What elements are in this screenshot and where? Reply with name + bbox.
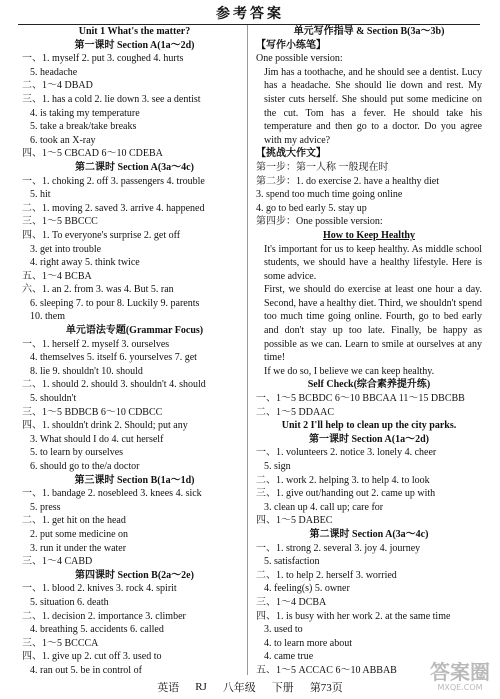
answer-line: 5. press bbox=[30, 501, 61, 513]
answer-line: 一、1～5 BCBDC 6～10 BBCAA 11～15 DBCBB bbox=[256, 393, 465, 405]
answer-line: One possible version: bbox=[256, 53, 343, 65]
answer-line: 二、1. work 2. helping 3. to help 4. to look bbox=[256, 474, 430, 486]
answer-line: 五、1～5 ACCAC 6～10 ABBAB bbox=[256, 664, 397, 673]
answer-line: 2. put some medicine on bbox=[30, 528, 129, 540]
answer-line: 6. should go to the/a doctor bbox=[30, 461, 140, 472]
answer-line: 【挑战大作文】 bbox=[256, 148, 326, 160]
answer-line: 第一课时 Section A(1a～2d) bbox=[309, 433, 429, 445]
answer-line: It's important for us to keep healthy. As middle school students, we should have a healthy lifestyle. Here is some advice. bbox=[264, 243, 482, 282]
answer-line: 三、1. has a cold 2. lie down 3. see a dentist bbox=[22, 93, 201, 105]
answer-line: If we do so, I believe we can keep healthy. bbox=[264, 365, 435, 377]
answer-line: 3. clean up 4. call up; care for bbox=[264, 501, 384, 513]
answer-line: 三、1. give out/handing out 2. came up with bbox=[256, 488, 436, 500]
watermark-text: 答案圈 bbox=[430, 660, 490, 684]
answer-line: 4. ran out 5. be in control of bbox=[30, 664, 142, 673]
answer-line: 单元写作指导 & Section B(3a～3b) bbox=[293, 26, 445, 37]
answer-line: 5. to learn by ourselves bbox=[30, 447, 124, 459]
answer-line: 第二课时 Section A(3a～4c) bbox=[75, 161, 194, 173]
answer-line: 二、1. moving 2. saved 3. arrive 4. happened bbox=[22, 202, 205, 214]
answer-line: 3. get into trouble bbox=[30, 243, 102, 255]
footer-term: 下册 bbox=[271, 682, 294, 694]
answer-line: 三、1～5 BDBCB 6～10 CDBCC bbox=[22, 406, 163, 418]
answer-line: 三、1～5 BBCCC bbox=[22, 216, 98, 228]
left-column bbox=[22, 25, 247, 673]
answer-line: 10. them bbox=[30, 311, 65, 323]
answer-line: 4. go to bed early 5. stay up bbox=[256, 202, 367, 214]
answer-line: 3. used to bbox=[264, 624, 303, 636]
answer-line: 四、1. shouldn't drink 2. Should; put any bbox=[22, 420, 188, 432]
answer-line: 4. is taking my temperature bbox=[30, 107, 140, 119]
answer-line: 三、1～4 DCBA bbox=[256, 596, 327, 608]
watermark-url: MXQE.COM bbox=[437, 683, 483, 692]
answer-line: Self Check(综合素养提升练) bbox=[307, 379, 431, 391]
answer-line: 6. took an X-ray bbox=[30, 134, 96, 146]
footer-subject: 英语 bbox=[157, 682, 180, 694]
answer-line: 5. take a break/take breaks bbox=[30, 121, 137, 133]
answer-line: 【写作小练笔】 bbox=[256, 39, 326, 51]
watermark-logo bbox=[424, 657, 496, 697]
answer-line: 六、1. an 2. from 3. was 4. But 5. ran bbox=[22, 284, 174, 296]
answer-line: 5. situation 6. death bbox=[30, 596, 109, 608]
answer-line: 5. satisfaction bbox=[264, 556, 320, 568]
answer-line: 4. right away 5. think twice bbox=[30, 257, 140, 269]
answer-line: 二、1. decision 2. importance 3. climber bbox=[22, 610, 186, 622]
answer-line: 4. came true bbox=[264, 651, 314, 663]
page-header bbox=[0, 0, 500, 26]
answer-line: 四、1. is busy with her work 2. at the same time bbox=[256, 610, 451, 622]
answer-line: 第四步：One possible version: bbox=[256, 216, 383, 228]
answer-line: 一、1. choking 2. off 3. passengers 4. trouble bbox=[22, 175, 205, 187]
footer-page-number: 第73页 bbox=[309, 682, 343, 694]
answer-line: How to Keep Healthy bbox=[323, 229, 415, 241]
answer-line: 五、1～4 BCBA bbox=[22, 270, 92, 282]
answer-line: Unit 2 I'll help to clean up the city parks. bbox=[281, 420, 457, 432]
answer-line: Unit 1 What's the matter? bbox=[78, 26, 191, 37]
answer-line: 6. sleeping 7. to pour 8. Luckily 9. parents bbox=[30, 297, 200, 309]
answer-line: 第二步：1. do exercise 2. have a healthy diet bbox=[256, 175, 439, 187]
answer-line: 一、1. myself 2. put 3. coughed 4. hurts bbox=[22, 53, 184, 65]
answer-line: 第一步：第一人称 一般现在时 bbox=[256, 161, 389, 173]
answer-line: 5. shouldn't bbox=[30, 393, 77, 405]
answer-line: 二、1. to help 2. herself 3. worried bbox=[256, 569, 397, 581]
answer-line: 一、1. strong 2. several 3. joy 4. journey bbox=[256, 542, 421, 554]
answer-line: 第四课时 Section B(2a～2e) bbox=[75, 569, 194, 581]
answer-line: 四、1～5 CBCAD 6～10 CDEBA bbox=[22, 148, 163, 160]
answer-line: 第三课时 Section B(1a～1d) bbox=[74, 474, 195, 486]
answer-line: 8. lie 9. shouldn't 10. should bbox=[30, 365, 143, 377]
answer-line: 单元语法专题(Grammar Focus) bbox=[65, 325, 204, 337]
answer-line: 四、1～5 DABEC bbox=[256, 515, 333, 527]
answer-line: 4. to learn more about bbox=[264, 637, 353, 649]
answer-line: 4. breathing 5. accidents 6. called bbox=[30, 624, 164, 636]
answer-line: 二、1. get hit on the head bbox=[22, 515, 126, 527]
answer-line: 第二课时 Section A(3a～4c) bbox=[309, 528, 429, 540]
right-column bbox=[256, 25, 482, 673]
page-title: 参考答案 bbox=[216, 7, 284, 22]
answer-line: 一、1. bandage 2. nosebleed 3. knees 4. sick bbox=[22, 488, 202, 500]
answer-line: 一、1. volunteers 2. notice 3. lonely 4. cheer bbox=[256, 447, 437, 459]
column-divider bbox=[247, 25, 248, 675]
answer-line: 5. headache bbox=[30, 66, 78, 78]
answer-line: 四、1. give up 2. cut off 3. used to bbox=[22, 651, 162, 663]
answer-line: 4. themselves 5. itself 6. yourselves 7. get bbox=[30, 352, 197, 364]
answer-line: 三、1～5 BCCCA bbox=[22, 637, 99, 649]
answer-line: 3. spend too much time going online bbox=[256, 189, 403, 201]
answer-line: 四、1. To everyone's surprise 2. get off bbox=[22, 229, 181, 241]
answer-line: 3. What should I do 4. cut herself bbox=[30, 433, 164, 445]
answer-line: 4. feeling(s) 5. owner bbox=[264, 583, 350, 595]
answer-line: 三、1～4 CABD bbox=[22, 556, 93, 568]
answer-line: 二、1～4 DBAD bbox=[22, 80, 93, 92]
answer-line: 一、1. herself 2. myself 3. ourselves bbox=[22, 338, 170, 350]
footer-grade: 八年级 bbox=[222, 682, 256, 694]
answer-line: 第一课时 Section A(1a～2d) bbox=[74, 39, 195, 51]
answer-line: Jim has a toothache, and he should see a dentist. Lucy has a headache. She should lie down and rest. My sister cuts herself. She should put some medicine on the cut. Tom has a fever. He should take his temperature and then go to a doctor. Do you agree with my advice? bbox=[264, 66, 482, 146]
answer-line: 3. run it under the water bbox=[30, 542, 127, 554]
answer-line: 5. hit bbox=[30, 189, 51, 201]
answer-line: 二、1. should 2. should 3. shouldn't 4. should bbox=[22, 379, 206, 391]
answer-line: 一、1. blood 2. knives 3. rock 4. spirit bbox=[22, 583, 177, 595]
answer-line: First, we should do exercise at least one hour a day. Second, have a healthy diet. Third, we shouldn't spend too much time going online. Fourth, go to bed early and don't stay up too late. Finally, be happy as possible as we can. Learn to smile at ourselves at any time! bbox=[264, 284, 482, 364]
answer-line: 5. sign bbox=[264, 461, 291, 472]
footer-edition: RJ bbox=[195, 681, 207, 693]
answer-line: 二、1～5 DDAAC bbox=[256, 406, 335, 418]
